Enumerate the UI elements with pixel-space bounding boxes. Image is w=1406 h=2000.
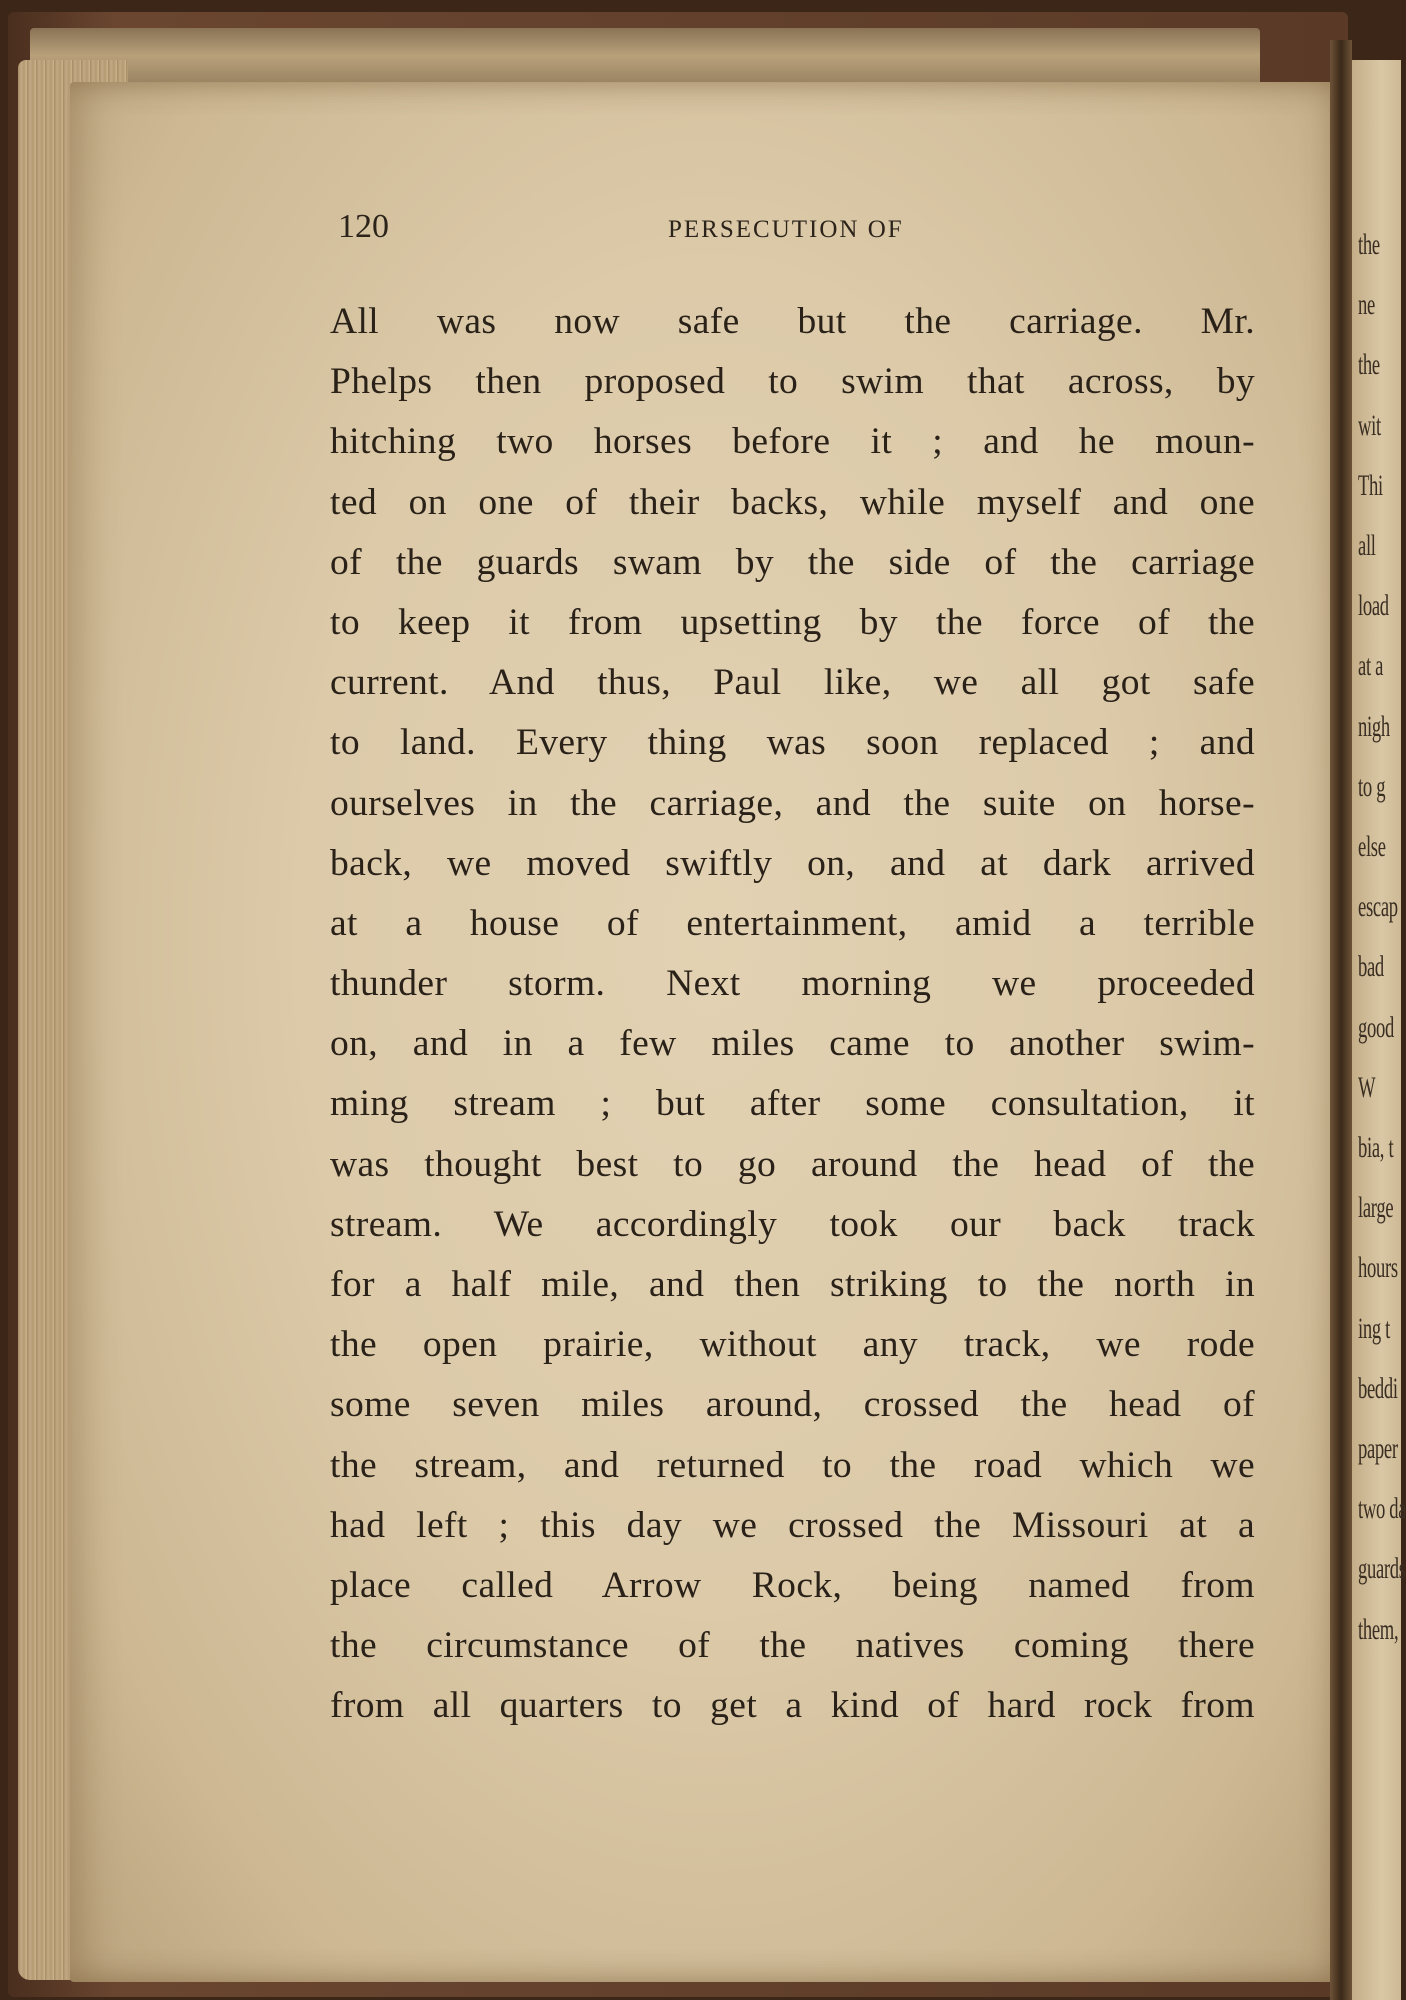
facing-page-fragment: the bbox=[1358, 348, 1380, 382]
text-line: thunder storm. Next morning we proceeded bbox=[330, 963, 1255, 1005]
facing-page-fragment: good bbox=[1358, 1010, 1394, 1044]
page-block-top-edge bbox=[30, 28, 1260, 83]
text-line: current. And thus, Paul like, we all got safe bbox=[330, 662, 1255, 704]
facing-page-fragment: to g bbox=[1358, 769, 1386, 803]
facing-page-fragment: load bbox=[1358, 589, 1389, 623]
text-line: was thought best to go around the head of the bbox=[330, 1143, 1255, 1185]
text-line: place called Arrow Rock, being named from bbox=[330, 1564, 1255, 1606]
facing-page-fragment: the bbox=[1358, 228, 1380, 261]
text-line: to land. Every thing was soon replaced ; and bbox=[330, 722, 1255, 764]
text-line: ourselves in the carriage, and the suite on horse- bbox=[330, 782, 1255, 824]
text-line: had left ; this day we crossed the Missouri at a bbox=[330, 1504, 1255, 1546]
facing-page-fragment: hours bbox=[1358, 1251, 1398, 1285]
facing-page-fragment: ne bbox=[1358, 288, 1375, 322]
facing-page-fragment: them, bbox=[1358, 1612, 1399, 1646]
facing-page-fragment: paper bbox=[1358, 1432, 1398, 1465]
text-line: ming stream ; but after some consultation, it bbox=[330, 1083, 1255, 1125]
facing-page-fragment: else bbox=[1358, 830, 1386, 863]
facing-page-fragment: guards bbox=[1358, 1552, 1406, 1586]
running-title: PERSECUTION OF bbox=[668, 216, 904, 243]
text-line: ted on one of their backs, while myself and one bbox=[330, 481, 1255, 523]
facing-page-fragment: two da bbox=[1358, 1492, 1406, 1526]
running-head bbox=[0, 208, 1401, 258]
facing-page-fragment: escap bbox=[1358, 890, 1398, 924]
text-line: the stream, and returned to the road which we bbox=[330, 1444, 1255, 1486]
facing-page-fragment: all bbox=[1358, 529, 1376, 562]
facing-page-fragment: at a bbox=[1358, 649, 1384, 683]
facing-page-fragment: large bbox=[1358, 1191, 1394, 1225]
text-line: All was now safe but the carriage. Mr. bbox=[330, 301, 1255, 342]
text-line: for a half mile, and then striking to the north in bbox=[330, 1264, 1255, 1305]
text-line: stream. We accordingly took our back track bbox=[330, 1203, 1255, 1245]
text-line: on, and in a few miles came to another swim- bbox=[330, 1023, 1255, 1065]
text-line: the circumstance of the natives coming there bbox=[330, 1625, 1255, 1667]
text-line: Phelps then proposed to swim that across, by bbox=[330, 361, 1255, 403]
text-line: to keep it from upsetting by the force of the bbox=[330, 601, 1255, 643]
text-line: from all quarters to get a kind of hard rock from bbox=[330, 1685, 1255, 1727]
text-line: of the guards swam by the side of the carriage bbox=[330, 541, 1255, 583]
facing-page-fragment: wit bbox=[1358, 408, 1381, 442]
facing-page-fragment: beddi bbox=[1358, 1371, 1398, 1405]
facing-page-fragment: W bbox=[1358, 1070, 1376, 1104]
facing-page-fragment: bia, t bbox=[1358, 1131, 1394, 1164]
text-line: the open prairie, without any track, we rode bbox=[330, 1324, 1255, 1366]
facing-page-fragment: ing t bbox=[1358, 1311, 1391, 1345]
text-line: at a house of entertainment, amid a terrible bbox=[330, 902, 1255, 944]
text-line: some seven miles around, crossed the head of bbox=[330, 1384, 1255, 1426]
facing-page bbox=[1352, 60, 1406, 2000]
facing-page-fragment: nigh bbox=[1358, 709, 1390, 743]
text-line: back, we moved swiftly on, and at dark arrived bbox=[330, 842, 1255, 884]
book-gutter bbox=[1330, 40, 1352, 2000]
body-text bbox=[330, 292, 1255, 1737]
page-number: 120 bbox=[338, 208, 389, 245]
text-line: hitching two horses before it ; and he moun- bbox=[330, 421, 1255, 463]
facing-page-fragment: bad bbox=[1358, 950, 1384, 984]
facing-page-fragment: Thi bbox=[1358, 468, 1383, 502]
